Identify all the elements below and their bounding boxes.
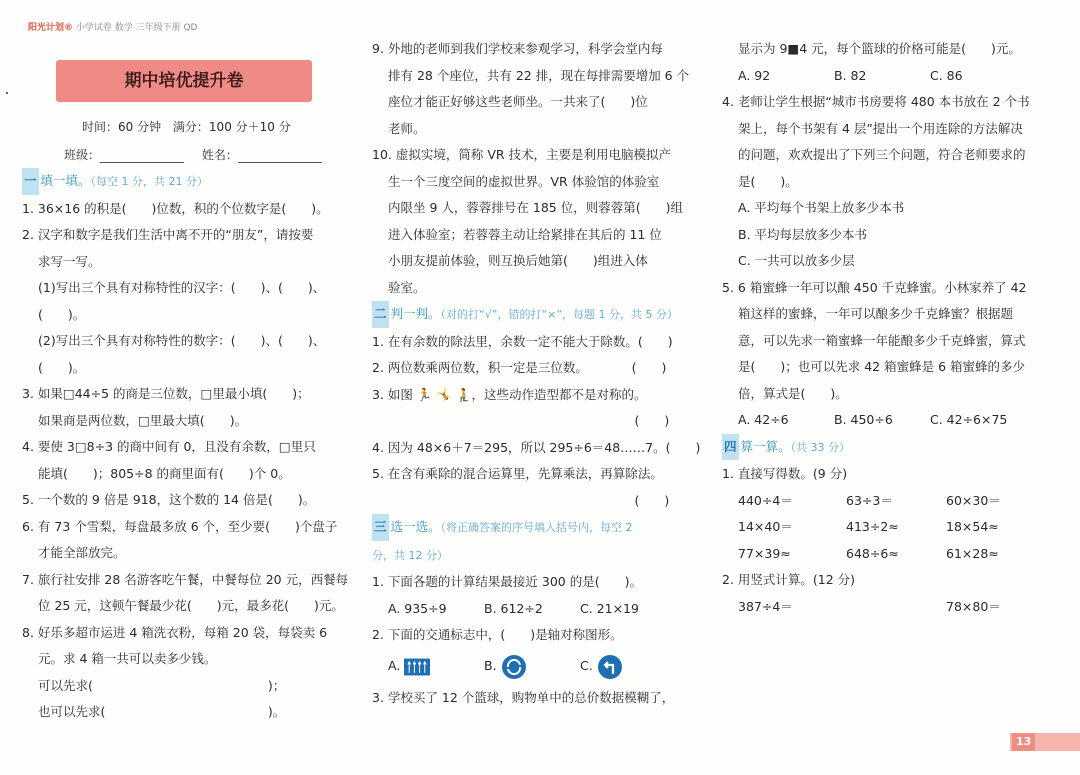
section-number: 二 bbox=[372, 301, 389, 328]
page-number-tab bbox=[1010, 733, 1080, 751]
answer-options bbox=[722, 63, 1062, 90]
section-number: 一 bbox=[22, 168, 39, 195]
question-line: 2. 汉字和数字是我们生活中离不开的“朋友”，请按要 bbox=[22, 227, 314, 242]
question-line: 10. 虚拟实境，简称 VR 技术，主要是利用电脑模拟产 bbox=[372, 147, 672, 162]
question-line: 求写一写。 bbox=[38, 253, 101, 269]
question-line: 小朋友提前体验，则互换后她第( )组进入体 bbox=[388, 253, 648, 268]
calc-item: 413÷2≈ bbox=[846, 519, 899, 534]
sign-option-label: B. bbox=[484, 658, 497, 674]
answer-option[interactable]: A. 42÷6 bbox=[738, 412, 789, 427]
question-line: 1. 直接写得数。(9 分) bbox=[722, 466, 848, 481]
question-line: 5. 在含有乘除的混合运算里，先算乘法，再算除法。 bbox=[372, 466, 663, 481]
section-title: 算一算。 bbox=[740, 438, 791, 454]
question-line: 5. 一个数的 9 倍是 918，这个数的 14 倍是( )。 bbox=[22, 492, 316, 507]
lanes-sign-icon bbox=[404, 658, 430, 673]
question-line: 排有 28 个座位，共有 22 排，现在每排需要增加 6 个 bbox=[388, 67, 690, 83]
exam-info bbox=[82, 118, 291, 135]
question-line: 1. 在有余数的除法里，余数一定不能大于除数。( ) bbox=[372, 333, 673, 349]
turn-left-sign-icon bbox=[597, 658, 623, 673]
question-line: 可以先求( )； bbox=[38, 677, 286, 693]
calc-item: 61×28≈ bbox=[946, 545, 999, 561]
question-line: 1. 下面各题的计算结果最接近 300 的是( )。 bbox=[372, 574, 642, 589]
question-line: (1)写出三个具有对称特性的汉字：( )、( )、 bbox=[38, 280, 326, 295]
section-heading bbox=[22, 168, 344, 196]
calc-item: 63÷3＝ bbox=[846, 492, 893, 508]
question-line: 也可以先求( )。 bbox=[38, 704, 286, 719]
section-title: 判一判。 bbox=[390, 306, 441, 321]
question-line: 位 25 元，这顿午餐最少花( )元，最多花( )元。 bbox=[38, 598, 344, 613]
student-fields bbox=[64, 146, 322, 163]
answer-options bbox=[722, 407, 1062, 434]
section-heading bbox=[372, 514, 694, 542]
question-line: B. 平均每层放多少本书 bbox=[738, 226, 868, 242]
section-note: （将正确答案的序号填入括号内，每空 2 bbox=[440, 521, 633, 534]
answer-options bbox=[372, 596, 694, 623]
section-number: 三 bbox=[372, 514, 389, 541]
question-line: 如果商是两位数，□里最大填( )。 bbox=[38, 412, 248, 428]
question-line: 箱这样的蜜蜂，一年可以酿多少千克蜂蜜？根据题 bbox=[738, 306, 1014, 321]
margin-dot bbox=[6, 92, 8, 94]
calc-item: 18×54≈ bbox=[946, 519, 999, 534]
answer-option[interactable]: B. 450÷6 bbox=[834, 412, 893, 427]
sign-option-label: C. bbox=[580, 658, 593, 674]
question-line: 1. 36×16 的积是( )位数，积的个位数字是( )。 bbox=[22, 200, 329, 216]
question-line: 5. 6 箱蜜蜂一年可以酿 450 千克蜂蜜。小林家养了 42 bbox=[722, 279, 1027, 295]
question-line: A. 平均每个书架上放多少本书 bbox=[738, 200, 905, 215]
question-line: 老师。 bbox=[388, 120, 426, 136]
question-line: 6. 有 73 个雪梨，每盘最多放 6 个，至少要( )个盘子 bbox=[22, 518, 338, 534]
question-line: 8. 好乐多超市运进 4 箱洗衣粉，每箱 20 袋，每袋卖 6 bbox=[22, 624, 328, 640]
question-line: 3. 学校买了 12 个篮球，购物单中的总价数据模糊了， bbox=[372, 689, 675, 705]
section-note-line bbox=[372, 542, 694, 570]
calc-item: 60×30＝ bbox=[946, 492, 1001, 508]
question-line: 内限坐 9 人，蓉蓉排号在 185 位，则蓉蓉第( )组 bbox=[388, 200, 683, 215]
section-note: （每空 1 分，共 21 分） bbox=[90, 175, 209, 188]
question-line: 4. 老师让学生根据“城市书房要将 480 本书放在 2 个书 bbox=[722, 94, 1030, 109]
answer-option[interactable]: C. 42÷6×75 bbox=[930, 412, 1008, 427]
question-line: 2. 用竖式计算。(12 分) bbox=[722, 572, 856, 587]
sign-option-label: A. bbox=[388, 658, 401, 674]
calc-row bbox=[722, 594, 1062, 621]
question-line: 架上，每个书架有 4 层”提出一个用连除的方法解决 bbox=[738, 120, 1023, 136]
answer-option[interactable]: B. 612÷2 bbox=[484, 600, 543, 616]
calc-item: 648÷6≈ bbox=[846, 545, 899, 561]
question-line: 4. 要使 3□8÷3 的商中间有 0，且没有余数，□里只 bbox=[22, 439, 316, 454]
roundabout-sign-icon bbox=[501, 658, 527, 673]
section-title: 填一填。 bbox=[40, 173, 91, 188]
section-title: 选一选。 bbox=[390, 519, 441, 534]
calc-item: 78×80＝ bbox=[946, 598, 1001, 614]
question-line: ( ) bbox=[372, 492, 670, 508]
page-number: 13 bbox=[1012, 733, 1035, 751]
calc-row bbox=[722, 488, 1062, 515]
calc-item: 14×40＝ bbox=[738, 519, 793, 534]
question-line: 3. 如果□44÷5 的商是三位数，□里最小填( )； bbox=[22, 386, 310, 401]
question-line: (2)写出三个具有对称特性的数字：( )、( )、 bbox=[38, 333, 326, 348]
question-line: 生一个三度空间的虚拟世界。VR 体验馆的体验室 bbox=[388, 173, 660, 189]
calc-item: 77×39≈ bbox=[738, 545, 791, 561]
sign-option[interactable] bbox=[484, 653, 580, 680]
section-number: 四 bbox=[722, 434, 739, 461]
section-note: 分，共 12 分） bbox=[372, 548, 448, 562]
question-line: ( )。 bbox=[38, 359, 86, 375]
question-line: 座位才能正好够这些老师坐。一共来了( )位 bbox=[388, 94, 648, 109]
calc-row bbox=[722, 514, 1062, 541]
class-field[interactable] bbox=[100, 162, 184, 163]
question-line: 能填( )；805÷8 的商里面有( )个 0。 bbox=[38, 465, 291, 481]
class-label: 班级： bbox=[64, 148, 101, 162]
time-limit: 时间：60 分钟 bbox=[82, 120, 162, 134]
question-line: 是( )。 bbox=[738, 173, 798, 189]
header-subtitle: 小学试卷 数学 三年级下册 QD bbox=[75, 23, 198, 33]
question-line: 倍，算式是( )。 bbox=[738, 385, 848, 401]
question-line: 验室。 bbox=[388, 279, 426, 295]
answer-option[interactable]: C. 86 bbox=[930, 67, 963, 83]
question-line: 3. 如图 🏃 🤸 🧎，这些动作造型都不是对称的。 bbox=[372, 386, 647, 402]
column-left bbox=[22, 168, 349, 726]
column-middle bbox=[372, 36, 701, 711]
name-label: 姓名： bbox=[201, 148, 238, 162]
calc-item bbox=[846, 594, 946, 621]
question-line: 2. 两位数乘两位数，积一定是三位数。 ( ) bbox=[372, 360, 667, 375]
calc-item: 387÷4＝ bbox=[738, 598, 793, 614]
question-line: 进入体验室；若蓉蓉主动让给紧排在其后的 11 位 bbox=[388, 226, 662, 242]
section-heading bbox=[372, 301, 694, 329]
answer-option[interactable]: B. 82 bbox=[834, 67, 867, 83]
answer-option[interactable]: A. 935÷9 bbox=[388, 600, 447, 616]
answer-option[interactable]: C. 21×19 bbox=[580, 600, 639, 616]
traffic-sign-options bbox=[372, 649, 694, 685]
exam-title: 期中培优提升卷 bbox=[56, 60, 312, 102]
section-note: （对的打“√”，错的打“×”，每题 1 分，共 5 分） bbox=[440, 308, 679, 321]
brand: 阳光计划® bbox=[28, 23, 74, 33]
question-line: 元。求 4 箱一共可以卖多少钱。 bbox=[38, 651, 217, 666]
question-line: 4. 因为 48×6＋7＝295，所以 295÷6＝48……7。( ) bbox=[372, 439, 701, 455]
sign-option[interactable] bbox=[388, 653, 484, 680]
name-field[interactable] bbox=[238, 162, 322, 163]
question-line: ( )。 bbox=[38, 306, 86, 322]
question-line: 显示为 9■4 元，每个篮球的价格可能是( )元。 bbox=[738, 41, 1021, 56]
question-line: 9. 外地的老师到我们学校来参观学习，科学会堂内每 bbox=[372, 41, 663, 56]
question-line: C. 一共可以放多少层 bbox=[738, 253, 855, 268]
calc-row bbox=[722, 541, 1062, 568]
question-line: 7. 旅行社安排 28 名游客吃午餐，中餐每位 20 元，西餐每 bbox=[22, 571, 349, 587]
column-right bbox=[722, 36, 1062, 620]
full-score: 满分：100 分＋10 分 bbox=[172, 120, 291, 134]
sign-option[interactable] bbox=[580, 653, 676, 680]
question-line: 才能全部放完。 bbox=[38, 545, 126, 560]
answer-option[interactable]: A. 92 bbox=[738, 67, 771, 83]
section-heading bbox=[722, 434, 1062, 462]
question-line: 2. 下面的交通标志中，( )是轴对称图形。 bbox=[372, 627, 623, 642]
question-line: ( ) bbox=[372, 413, 670, 428]
page-header bbox=[28, 20, 198, 33]
calc-item: 440÷4＝ bbox=[738, 492, 793, 508]
question-line: 是( )；也可以先求 42 箱蜜蜂是 6 箱蜜蜂的多少 bbox=[738, 359, 1026, 374]
question-line: 意，可以先求一箱蜜蜂一年能酿多少千克蜂蜜，算式 bbox=[738, 332, 1026, 348]
question-line: 的问题，欢欢提出了下列三个问题，符合老师要求的 bbox=[738, 147, 1026, 162]
section-note: （共 33 分） bbox=[790, 440, 851, 454]
